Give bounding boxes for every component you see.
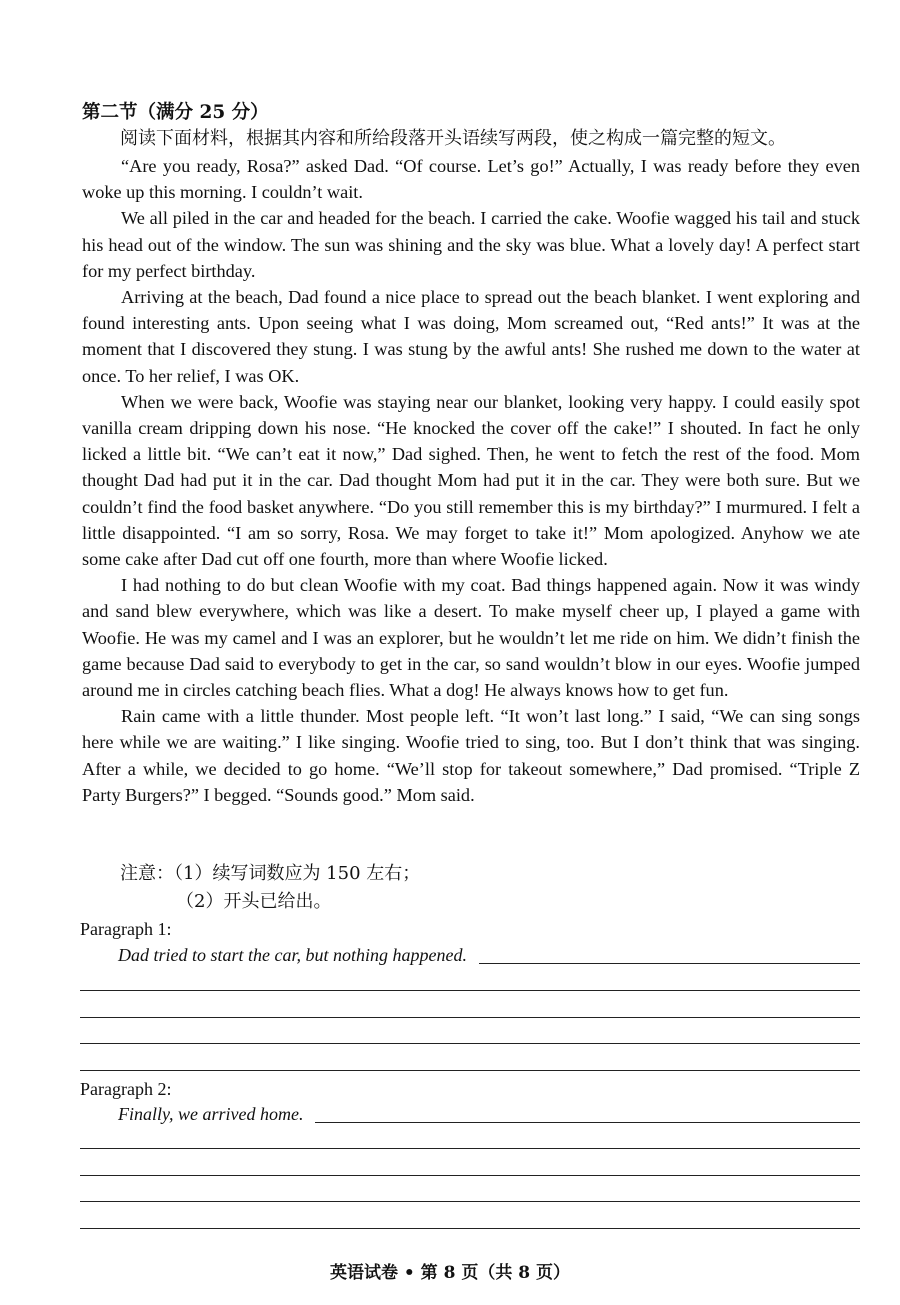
- story-paragraph: When we were back, Woofie was staying near our blanket, looking very happy. I could easily spot vanilla cream dripping down his nose. “He knocked the cover off the cake!” I shouted. In fact he only licked a little bit. “We can’t eat it now,” Dad sighed. Then, he went to fetch the rest of the food. Mom thought Dad had put it in the car. Dad thought Mom had put it in the car. They were both sure. But we couldn’t find the food basket anywhere. “Do you still remember this is my birthday?” I murmured. I felt a little disappointed. “I am so sorry, Rosa. We may forget to take it!” Mom apologized. Anyhow we ate some cake after Dad cut off one fourth, more than where Woofie licked.: [82, 391, 860, 570]
- writing-line[interactable]: [80, 1228, 860, 1229]
- story-paragraph: Arriving at the beach, Dad found a nice place to spread out the beach blanket. I went exploring and found interesting ants. Upon seeing what I was doing, Mom screamed out, “Red ants!” It was at the moment that I discovered they stung. I was stung by the awful ants! She rushed me down to the water at once. To her relief, I was OK.: [82, 287, 860, 386]
- page-footer: 英语试卷 • 第 8 页（共 8 页）: [329, 1263, 571, 1283]
- writing-line[interactable]: [80, 1201, 860, 1202]
- paragraph1-starter-row: [118, 943, 860, 967]
- writing-line[interactable]: [315, 1104, 860, 1123]
- story-paragraph: “Are you ready, Rosa?” asked Dad. “Of course. Let’s go!” Actually, I was ready before they even woke up this morning. I couldn’t wait.: [82, 156, 860, 203]
- story-paragraph: Rain came with a little thunder. Most people left. “It won’t last long.” I said, “We can sing songs here while we are waiting.” I like singing. Woofie tried to sing, too. But I don’t think that was singing. After a while, we decided to go home. “We’ll stop for takeout somewhere,” Dad promised. “Triple Z Party Burgers?” I begged. “Sounds good.” Mom said.: [82, 706, 860, 805]
- paragraph2-starter: Finally, we arrived home.: [118, 1104, 304, 1124]
- writing-line[interactable]: [80, 1017, 860, 1018]
- writing-line[interactable]: [80, 1070, 860, 1071]
- section-title: 第二节（满分 25 分）: [82, 102, 269, 123]
- story-paragraph: We all piled in the car and headed for the beach. I carried the cake. Woofie wagged his tail and stuck his head out of the window. The sun was shining and the sky was blue. What a lovely day! A perfect start for my perfect birthday.: [82, 208, 860, 281]
- writing-line[interactable]: [80, 990, 860, 991]
- paragraph2-starter-row: [118, 1102, 860, 1126]
- task-instruction: 阅读下面材料，根据其内容和所给段落开头语续写两段，使之构成一篇完整的短文。: [120, 128, 786, 149]
- writing-line[interactable]: [80, 1043, 860, 1044]
- paragraph1-label: Paragraph 1:: [80, 919, 172, 939]
- note-word-count: 注意：（1）续写词数应为 150 左右；: [120, 863, 421, 884]
- notes-block: [120, 860, 420, 916]
- writing-line[interactable]: [479, 945, 860, 964]
- note-given-opening: （2）开头已给出。: [176, 891, 332, 912]
- story-passage: [82, 153, 860, 808]
- writing-line[interactable]: [80, 1175, 860, 1176]
- story-paragraph: I had nothing to do but clean Woofie with my coat. Bad things happened again. Now it was windy and sand blew everywhere, which was like a desert. To make myself cheer up, I played a game with Woofie. He was my camel and I was an explorer, but he wouldn’t let me ride on him. We didn’t finish the game because Dad said to everybody to get in the car, so sand wouldn’t blow in our eyes. Woofie jumped around me in circles catching beach flies. What a dog! He always knows how to get fun.: [82, 575, 860, 701]
- paragraph1-starter: Dad tried to start the car, but nothing happened.: [118, 945, 467, 965]
- paragraph2-label: Paragraph 2:: [80, 1079, 172, 1099]
- writing-line[interactable]: [80, 1148, 860, 1149]
